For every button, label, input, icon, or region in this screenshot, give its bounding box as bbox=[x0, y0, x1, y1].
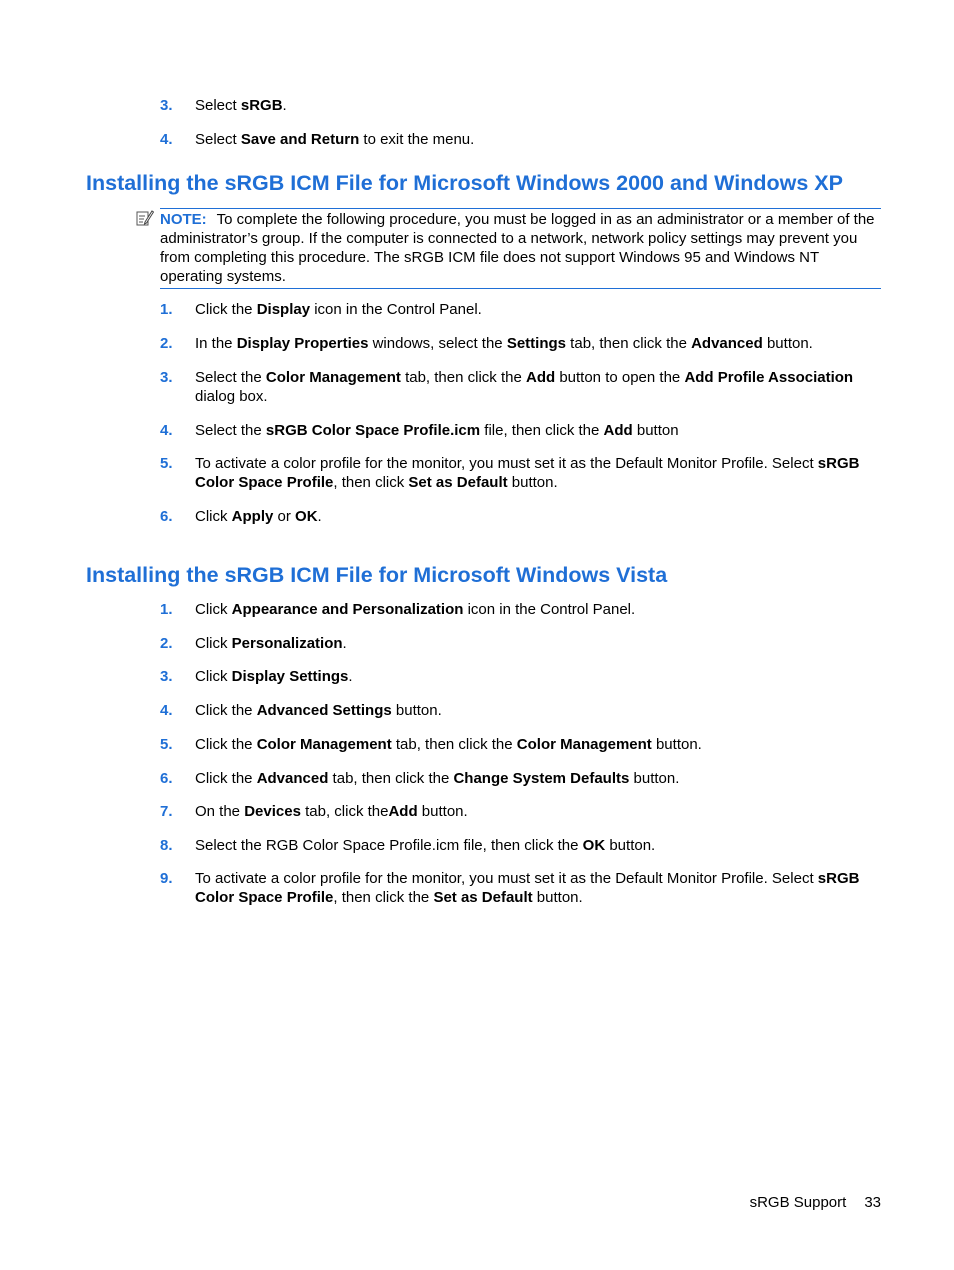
step-text-segment: button. bbox=[762, 335, 813, 352]
step-text-segment: On the bbox=[195, 803, 245, 820]
step-text-segment: Click the bbox=[195, 736, 257, 753]
step-text-segment: Click the bbox=[195, 702, 257, 719]
step-text-segment: In the bbox=[195, 335, 237, 352]
step-text-bold: Change System Defaults bbox=[453, 770, 630, 787]
note-box bbox=[160, 208, 881, 289]
step-text-bold: Add bbox=[388, 803, 418, 820]
step-text bbox=[195, 634, 875, 653]
step-text-segment: Click bbox=[195, 601, 232, 618]
step-number: 8. bbox=[160, 837, 173, 854]
step-text-segment: button. bbox=[532, 889, 583, 906]
step-text bbox=[195, 130, 875, 149]
step-text-segment: button. bbox=[507, 474, 558, 491]
step-number: 7. bbox=[160, 803, 173, 820]
step-text-segment: button bbox=[632, 422, 679, 439]
step-text-segment: button. bbox=[391, 702, 442, 719]
step-text-bold: Display Properties bbox=[236, 335, 369, 352]
step-text-bold: OK bbox=[295, 508, 318, 525]
section-title-windows-xp: Installing the sRGB ICM File for Microsoft Windows 2000 and Windows XP bbox=[86, 171, 843, 195]
note-label: NOTE: bbox=[160, 211, 207, 228]
step-text-segment: tab, then click the bbox=[391, 736, 517, 753]
step-number: 2. bbox=[160, 335, 173, 352]
step-text-bold: Add Profile Association bbox=[684, 369, 854, 386]
footer-label: sRGB Support bbox=[749, 1194, 847, 1211]
step-text-segment: Select the RGB Color Space Profile.icm file, then click the bbox=[195, 837, 583, 854]
step-text-segment: button. bbox=[605, 837, 656, 854]
step-text-bold: Color Management bbox=[265, 369, 401, 386]
step-number: 6. bbox=[160, 508, 173, 525]
step-text-bold: Advanced bbox=[256, 770, 329, 787]
step-text-segment: tab, then click the bbox=[400, 369, 526, 386]
step-text-segment: to exit the menu. bbox=[359, 131, 475, 148]
step-text-segment: icon in the Control Panel. bbox=[310, 301, 482, 318]
step-text-segment: Click bbox=[195, 635, 232, 652]
step-text-bold: Personalization bbox=[231, 635, 343, 652]
step-text-segment: button to open the bbox=[555, 369, 685, 386]
step-text-bold: Display bbox=[256, 301, 311, 318]
step-number: 9. bbox=[160, 870, 173, 887]
step-text-bold: sRGB Color Space Profile bbox=[195, 455, 860, 491]
step-text-segment: Click bbox=[195, 668, 232, 685]
step-text-bold: Apply bbox=[231, 508, 274, 525]
step-text-bold: Set as Default bbox=[408, 474, 508, 491]
step-text bbox=[195, 421, 875, 440]
step-text bbox=[195, 701, 875, 720]
step-text bbox=[195, 300, 875, 319]
step-number: 6. bbox=[160, 770, 173, 787]
step-text-bold: Display Settings bbox=[231, 668, 349, 685]
step-text-bold: Save and Return bbox=[240, 131, 360, 148]
step-text-segment: . bbox=[348, 668, 353, 685]
step-text-segment: button. bbox=[651, 736, 702, 753]
step-number: 3. bbox=[160, 97, 173, 114]
step-number: 2. bbox=[160, 635, 173, 652]
step-text-segment: Select the bbox=[195, 422, 266, 439]
step-text-segment: dialog box. bbox=[195, 388, 268, 405]
step-text-bold: Color Management bbox=[256, 736, 392, 753]
step-text-segment: Select bbox=[195, 131, 241, 148]
step-text-bold: OK bbox=[582, 837, 606, 854]
step-text-bold: Settings bbox=[506, 335, 567, 352]
note-pencil-icon bbox=[136, 209, 154, 227]
step-text-segment: or bbox=[273, 508, 296, 525]
step-text bbox=[195, 735, 875, 754]
step-number: 1. bbox=[160, 301, 173, 318]
step-text-segment: tab, then click the bbox=[328, 770, 454, 787]
step-text-bold: sRGB bbox=[240, 97, 283, 114]
step-text-segment: Select the bbox=[195, 369, 266, 386]
step-number: 4. bbox=[160, 422, 173, 439]
section-title-windows-vista: Installing the sRGB ICM File for Microsoft Windows Vista bbox=[86, 563, 668, 587]
step-text bbox=[195, 769, 875, 788]
step-text-segment: , then click bbox=[333, 474, 409, 491]
step-text-segment: icon in the Control Panel. bbox=[463, 601, 636, 618]
step-text-segment: Select bbox=[195, 97, 241, 114]
step-number: 3. bbox=[160, 668, 173, 685]
step-number: 5. bbox=[160, 736, 173, 753]
step-text-segment: To activate a color profile for the monitor, you must set it as the Default Monitor Profile. Select bbox=[195, 455, 818, 472]
step-text-bold: Devices bbox=[244, 803, 301, 820]
step-text bbox=[195, 96, 875, 115]
step-text-bold: Advanced bbox=[691, 335, 763, 352]
step-text-bold: Advanced Settings bbox=[256, 702, 392, 719]
step-text-segment: . bbox=[317, 508, 322, 525]
step-text bbox=[195, 667, 875, 686]
step-text-segment: Click bbox=[195, 508, 232, 525]
step-text-segment: Click the bbox=[195, 301, 257, 318]
step-text-segment: Click the bbox=[195, 770, 257, 787]
step-text-bold: sRGB Color Space Profile bbox=[195, 870, 860, 906]
step-text-segment: button. bbox=[629, 770, 680, 787]
step-text-segment: To activate a color profile for the monitor, you must set it as the Default Monitor Profile. Select bbox=[195, 870, 818, 887]
step-number: 4. bbox=[160, 131, 173, 148]
step-text-segment: windows, select the bbox=[368, 335, 507, 352]
step-text bbox=[195, 334, 875, 353]
step-text-bold: sRGB Color Space Profile.icm bbox=[265, 422, 481, 439]
step-text bbox=[195, 836, 875, 855]
step-text-segment: file, then click the bbox=[480, 422, 604, 439]
step-text-segment: tab, then click the bbox=[566, 335, 692, 352]
step-text-bold: Color Management bbox=[516, 736, 652, 753]
step-text bbox=[195, 802, 875, 821]
step-text bbox=[195, 454, 875, 492]
step-number: 3. bbox=[160, 369, 173, 386]
step-text bbox=[195, 507, 875, 526]
step-text-segment: . bbox=[282, 97, 287, 114]
step-number: 1. bbox=[160, 601, 173, 618]
step-text-segment: tab, click the bbox=[300, 803, 389, 820]
note-text: To complete the following procedure, you must be logged in as an administrator or a member of the administrator’s group. If the computer is connected to a network, network policy settings may prevent you from completing this procedure. The sRGB ICM file does not support Windows 95 and Windows NT operating systems. bbox=[160, 211, 875, 285]
step-text bbox=[195, 368, 875, 406]
step-text-segment: , then click the bbox=[333, 889, 434, 906]
step-text bbox=[195, 869, 875, 907]
step-number: 5. bbox=[160, 455, 173, 472]
step-text-bold: Add bbox=[603, 422, 633, 439]
step-text-bold: Add bbox=[525, 369, 556, 386]
step-text bbox=[195, 600, 875, 619]
step-text-bold: Set as Default bbox=[433, 889, 533, 906]
step-text-segment: . bbox=[342, 635, 347, 652]
step-text-bold: Appearance and Personalization bbox=[231, 601, 464, 618]
step-number: 4. bbox=[160, 702, 173, 719]
page-footer bbox=[750, 1193, 881, 1212]
page-number: 33 bbox=[864, 1194, 881, 1211]
step-text-segment: button. bbox=[417, 803, 468, 820]
